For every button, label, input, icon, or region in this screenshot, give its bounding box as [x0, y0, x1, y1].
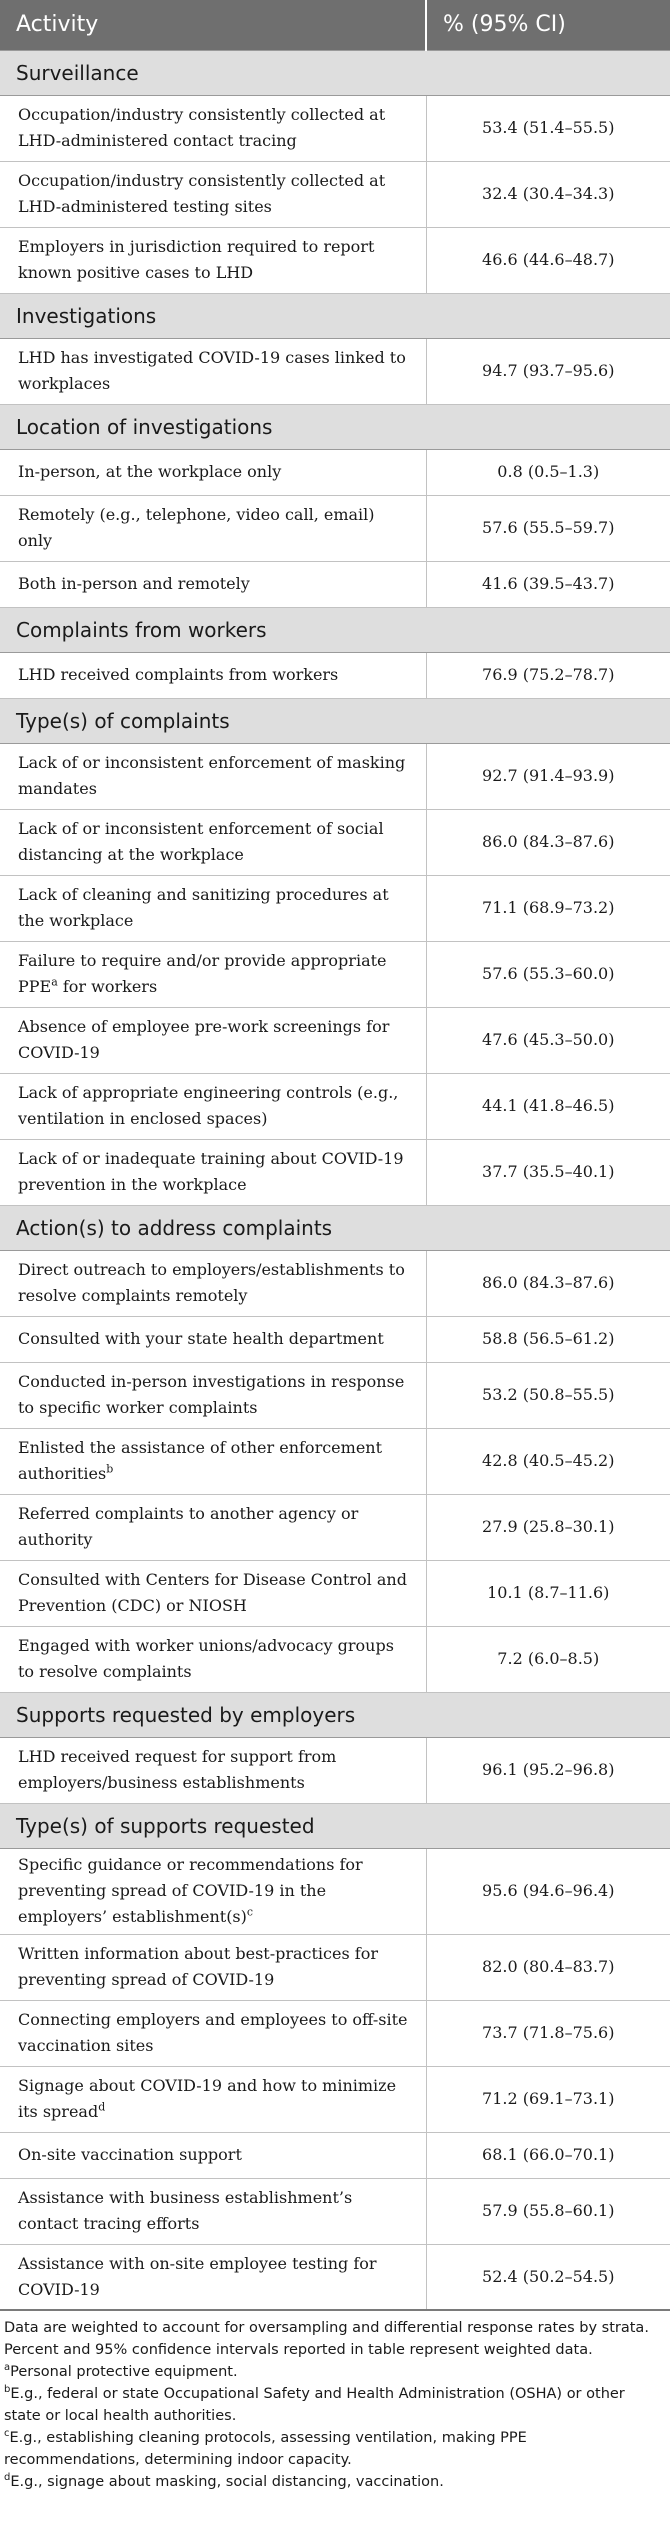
activity-label: Specific guidance or recommendations for preventing spread of COVID-19 in the employers’ establishment(s)	[18, 1855, 363, 1926]
section-title: Type(s) of complaints	[0, 698, 670, 743]
table-row	[0, 652, 670, 698]
table-row	[0, 1362, 670, 1428]
activity-cell	[0, 652, 426, 698]
section-header-row	[0, 404, 670, 449]
activity-cell	[0, 2244, 426, 2310]
section-header-row	[0, 698, 670, 743]
activity-label: Consulted with Centers for Disease Control and Prevention (CDC) or NIOSH	[18, 1570, 407, 1615]
footnote-marker: c	[246, 1905, 254, 1919]
table-row	[0, 1007, 670, 1073]
table-row	[0, 743, 670, 809]
section-title: Supports requested by employers	[0, 1692, 670, 1737]
activity-cell	[0, 2132, 426, 2178]
table-row	[0, 1316, 670, 1362]
percent-ci-value: 86.0 (84.3–87.6)	[426, 1250, 670, 1316]
percent-ci-value: 37.7 (35.5–40.1)	[426, 1139, 670, 1205]
activity-cell	[0, 941, 426, 1007]
table-header-row	[0, 0, 670, 50]
percent-ci-value: 0.8 (0.5–1.3)	[426, 449, 670, 495]
activity-cell	[0, 1626, 426, 1692]
table-row	[0, 161, 670, 227]
percent-ci-value: 82.0 (80.4–83.7)	[426, 1934, 670, 2000]
activity-cell	[0, 449, 426, 495]
footnote-text: E.g., federal or state Occupational Safety and Health Administration (OSHA) or other state or local health authorities.	[4, 2386, 625, 2424]
table-row	[0, 227, 670, 293]
activity-cell	[0, 875, 426, 941]
activity-cell	[0, 95, 426, 161]
percent-ci-value: 94.7 (93.7–95.6)	[426, 338, 670, 404]
percent-ci-value: 53.4 (51.4–55.5)	[426, 95, 670, 161]
activity-cell	[0, 338, 426, 404]
column-header-activity: Activity	[0, 0, 426, 50]
table-row	[0, 1848, 670, 1934]
activity-cell	[0, 2178, 426, 2244]
percent-ci-value: 46.6 (44.6–48.7)	[426, 227, 670, 293]
table-row	[0, 495, 670, 561]
table-row	[0, 941, 670, 1007]
table-row	[0, 1494, 670, 1560]
percent-ci-value: 10.1 (8.7–11.6)	[426, 1560, 670, 1626]
percent-ci-value: 53.2 (50.8–55.5)	[426, 1362, 670, 1428]
activity-cell	[0, 1362, 426, 1428]
footnote-text: E.g., signage about masking, social distancing, vaccination.	[10, 2474, 444, 2490]
table-row	[0, 875, 670, 941]
activity-label: Remotely (e.g., telephone, video call, email) only	[18, 505, 375, 550]
activity-label: Failure to require and/or provide appropriate PPE	[18, 951, 387, 996]
percent-ci-value: 95.6 (94.6–96.4)	[426, 1848, 670, 1934]
percent-ci-value: 57.9 (55.8–60.1)	[426, 2178, 670, 2244]
table-row	[0, 1934, 670, 2000]
activity-cell	[0, 1007, 426, 1073]
table-row	[0, 1737, 670, 1803]
activity-label: Written information about best-practices for preventing spread of COVID-19	[18, 1944, 378, 1989]
activity-cell	[0, 1428, 426, 1494]
table-row	[0, 449, 670, 495]
activity-cell	[0, 809, 426, 875]
section-title: Surveillance	[0, 50, 670, 95]
activity-label: Lack of or inadequate training about COVID-19 prevention in the workplace	[18, 1149, 404, 1194]
percent-ci-value: 57.6 (55.3–60.0)	[426, 941, 670, 1007]
table-row	[0, 2132, 670, 2178]
activity-cell	[0, 227, 426, 293]
table-row	[0, 2244, 670, 2310]
percent-ci-value: 32.4 (30.4–34.3)	[426, 161, 670, 227]
section-title: Complaints from workers	[0, 607, 670, 652]
activity-label: Signage about COVID-19 and how to minimize its spread	[18, 2076, 397, 2121]
percent-ci-value: 71.1 (68.9–73.2)	[426, 875, 670, 941]
section-header-row	[0, 1692, 670, 1737]
table-row	[0, 1560, 670, 1626]
footnote	[4, 2383, 666, 2427]
activity-label: In-person, at the workplace only	[18, 462, 282, 481]
activity-label: Engaged with worker unions/advocacy groups to resolve complaints	[18, 1636, 394, 1681]
activity-label: Lack of cleaning and sanitizing procedures at the workplace	[18, 885, 389, 930]
activity-label: Enlisted the assistance of other enforcement authorities	[18, 1438, 383, 1483]
footnote	[4, 2471, 666, 2493]
footnote-marker: d	[98, 2100, 106, 2114]
activity-label: LHD has investigated COVID-19 cases linked to workplaces	[18, 348, 406, 393]
footnote-text: Personal protective equipment.	[10, 2364, 238, 2380]
footnote	[4, 2361, 666, 2383]
table-row	[0, 1073, 670, 1139]
footnote-mark: d	[4, 2472, 11, 2484]
percent-ci-value: 68.1 (66.0–70.1)	[426, 2132, 670, 2178]
activity-label-continued: for workers	[57, 977, 158, 996]
activity-label: Absence of employee pre-work screenings for COVID-19	[18, 1017, 390, 1062]
activity-cell	[0, 743, 426, 809]
column-header-percent: % (95% CI)	[426, 0, 670, 50]
section-title: Location of investigations	[0, 404, 670, 449]
weighting-note: Data are weighted to account for oversampling and differential response rates by strata. Percent and 95% confidence intervals reported in table represent weighted data.	[4, 2320, 649, 2358]
activity-cell	[0, 1737, 426, 1803]
table-row	[0, 2178, 670, 2244]
activity-label: Assistance with business establishment’s contact tracing efforts	[18, 2188, 353, 2233]
table-row	[0, 809, 670, 875]
activity-label: Employers in jurisdiction required to report known positive cases to LHD	[18, 237, 375, 282]
activity-label: Both in-person and remotely	[18, 574, 250, 593]
table-row	[0, 1139, 670, 1205]
section-title: Investigations	[0, 293, 670, 338]
percent-ci-value: 52.4 (50.2–54.5)	[426, 2244, 670, 2310]
section-header-row	[0, 1803, 670, 1848]
footnote-text: E.g., establishing cleaning protocols, assessing ventilation, making PPE recommendations, determining indoor capacity.	[4, 2430, 527, 2468]
percent-ci-value: 7.2 (6.0–8.5)	[426, 1626, 670, 1692]
activity-label: On-site vaccination support	[18, 2145, 242, 2164]
footnote-mark: c	[4, 2428, 10, 2440]
percent-ci-value: 71.2 (69.1–73.1)	[426, 2066, 670, 2132]
activity-label: Occupation/industry consistently collected at LHD-administered contact tracing	[18, 105, 386, 150]
table-row	[0, 338, 670, 404]
section-header-row	[0, 293, 670, 338]
table-row	[0, 1250, 670, 1316]
section-header-row	[0, 1205, 670, 1250]
percent-ci-value: 47.6 (45.3–50.0)	[426, 1007, 670, 1073]
percent-ci-value: 27.9 (25.8–30.1)	[426, 1494, 670, 1560]
percent-ci-value: 86.0 (84.3–87.6)	[426, 809, 670, 875]
section-header-row	[0, 50, 670, 95]
section-title: Type(s) of supports requested	[0, 1803, 670, 1848]
activity-label: Occupation/industry consistently collected at LHD-administered testing sites	[18, 171, 386, 216]
activity-cell	[0, 495, 426, 561]
table-row	[0, 2000, 670, 2066]
activity-cell	[0, 561, 426, 607]
footnote-mark: b	[4, 2384, 11, 2396]
percent-ci-value: 76.9 (75.2–78.7)	[426, 652, 670, 698]
percent-ci-value: 58.8 (56.5–61.2)	[426, 1316, 670, 1362]
percent-ci-value: 42.8 (40.5–45.2)	[426, 1428, 670, 1494]
activity-cell	[0, 2066, 426, 2132]
activity-label: Consulted with your state health department	[18, 1329, 384, 1348]
table-row	[0, 2066, 670, 2132]
section-header-row	[0, 607, 670, 652]
footnote-mark: a	[4, 2362, 11, 2374]
activity-label: Lack of appropriate engineering controls (e.g., ventilation in enclosed spaces)	[18, 1083, 399, 1128]
table-row	[0, 1428, 670, 1494]
percent-ci-value: 41.6 (39.5–43.7)	[426, 561, 670, 607]
activity-label: Referred complaints to another agency or authority	[18, 1504, 359, 1549]
footnote	[4, 2427, 666, 2471]
table-row	[0, 95, 670, 161]
percent-ci-value: 92.7 (91.4–93.9)	[426, 743, 670, 809]
activity-label: LHD received request for support from employers/business establishments	[18, 1747, 337, 1792]
section-title: Action(s) to address complaints	[0, 1205, 670, 1250]
activity-label: LHD received complaints from workers	[18, 665, 339, 684]
activity-cell	[0, 1316, 426, 1362]
activity-cell	[0, 1560, 426, 1626]
percent-ci-value: 73.7 (71.8–75.6)	[426, 2000, 670, 2066]
activity-cell	[0, 1139, 426, 1205]
footnote-marker: a	[51, 975, 58, 989]
activity-label: Lack of or inconsistent enforcement of masking mandates	[18, 753, 406, 798]
activity-cell	[0, 2000, 426, 2066]
activity-cell	[0, 161, 426, 227]
table-body	[0, 50, 670, 2310]
activity-cell	[0, 1848, 426, 1934]
table-notes	[0, 2311, 670, 2493]
percent-ci-value: 57.6 (55.5–59.7)	[426, 495, 670, 561]
activity-label: Connecting employers and employees to off-site vaccination sites	[18, 2010, 408, 2055]
footnote-marker: b	[106, 1462, 114, 1476]
activity-label: Conducted in-person investigations in response to specific worker complaints	[18, 1372, 405, 1417]
activity-label: Assistance with on-site employee testing for COVID-19	[18, 2253, 377, 2299]
percent-ci-value: 44.1 (41.8–46.5)	[426, 1073, 670, 1139]
activity-label: Direct outreach to employers/establishments to resolve complaints remotely	[18, 1260, 405, 1305]
activity-cell	[0, 1073, 426, 1139]
footnote-list	[4, 2361, 666, 2493]
percent-ci-value: 96.1 (95.2–96.8)	[426, 1737, 670, 1803]
activity-cell	[0, 1250, 426, 1316]
table-row	[0, 1626, 670, 1692]
table-row	[0, 561, 670, 607]
activity-cell	[0, 1494, 426, 1560]
activity-label: Lack of or inconsistent enforcement of social distancing at the workplace	[18, 819, 384, 864]
activity-cell	[0, 1934, 426, 2000]
